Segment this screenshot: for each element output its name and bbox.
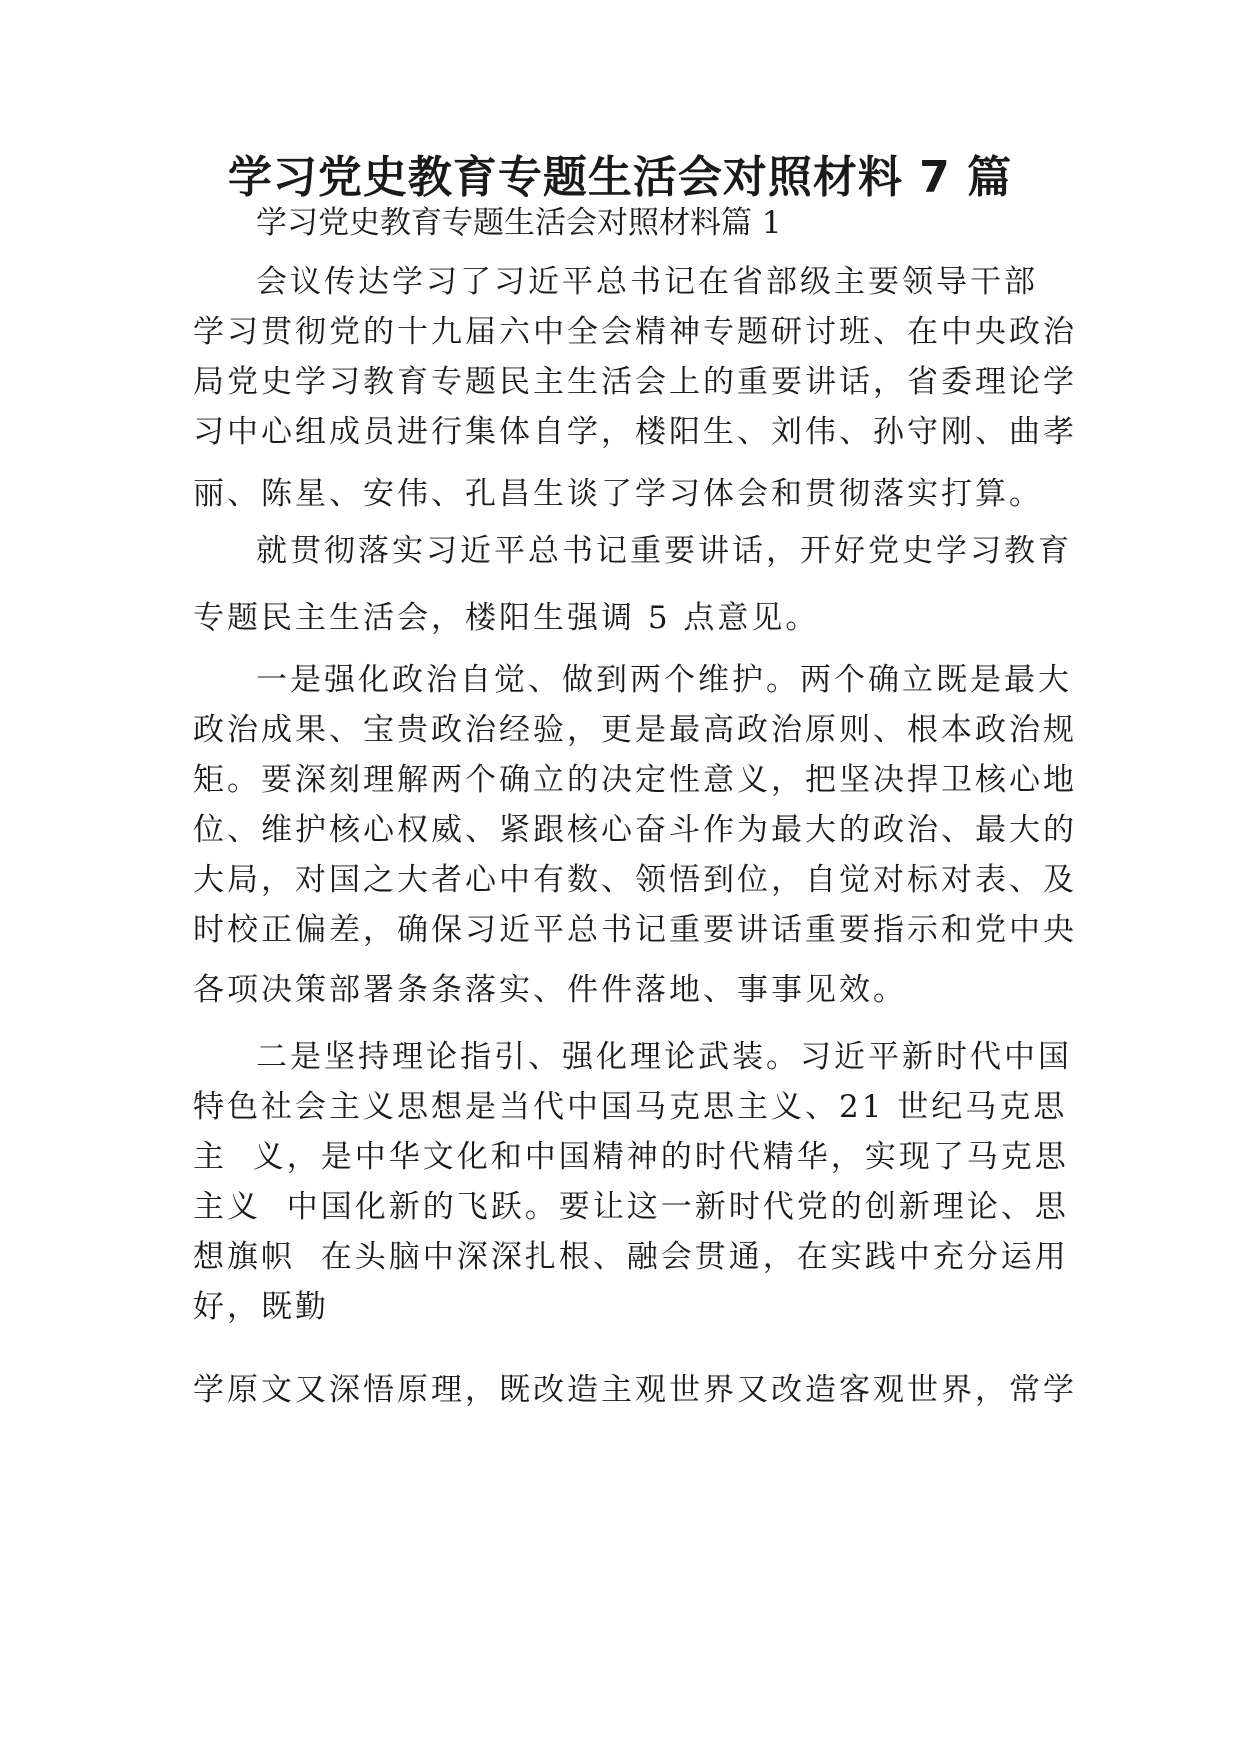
paragraph-line: 政治成果、宝贵政治经验，更是最高政治原则、根本政治规 [193, 712, 1077, 748]
paragraph-line: 主 义，是中华文化和中国精神的时代精华，实现了马克思 [193, 1139, 1069, 1175]
paragraph-line: 二是坚持理论指引、强化理论武装。习近平新时代中国 [256, 1039, 1072, 1075]
paragraph-line: 主义 中国化新的飞跃。要让这一新时代党的创新理论、思 [193, 1189, 1069, 1225]
paragraph-line: 好，既勤 [193, 1289, 329, 1325]
paragraph-line: 各项决策部署条条落实、件件落地、事事见效。 [193, 972, 907, 1008]
paragraph-line: 想旗帜 在头脑中深深扎根、融会贯通，在实践中充分运用 [193, 1239, 1069, 1275]
paragraph-line: 习中心组成员进行集体自学，楼阳生、刘伟、孙守刚、曲孝 [193, 414, 1077, 450]
paragraph-line: 矩。要深刻理解两个确立的决定性意义，把坚决捍卫核心地 [193, 762, 1077, 798]
section-heading: 学习党史教育专题生活会对照材料篇 1 [256, 205, 782, 241]
paragraph-line: 特色社会主义思想是当代中国马克思主义、21 世纪马克思 [193, 1089, 1068, 1125]
paragraph-line: 会议传达学习了习近平总书记在省部级主要领导干部 [256, 264, 1038, 300]
paragraph-line: 丽、陈星、安伟、孔昌生谈了学习体会和贯彻落实打算。 [193, 476, 1043, 512]
paragraph-line: 一是强化政治自觉、做到两个维护。两个确立既是最大 [256, 662, 1072, 698]
paragraph-line: 时校正偏差，确保习近平总书记重要讲话重要指示和党中央 [193, 912, 1077, 948]
paragraph-line: 学原文又深悟原理，既改造主观世界又改造客观世界，常学 [193, 1372, 1077, 1408]
paragraph-line: 局党史学习教育专题民主生活会上的重要讲话，省委理论学 [193, 364, 1077, 400]
paragraph-line: 位、维护核心权威、紧跟核心奋斗作为最大的政治、最大的 [193, 812, 1077, 848]
paragraph-line: 专题民主生活会，楼阳生强调 5 点意见。 [193, 600, 820, 636]
paragraph-line: 学习贯彻党的十九届六中全会精神专题研讨班、在中央政治 [193, 314, 1077, 350]
document-title: 学习党史教育专题生活会对照材料 7 篇 [227, 152, 1013, 203]
paragraph-line: 就贯彻落实习近平总书记重要讲话，开好党史学习教育 [256, 533, 1072, 569]
paragraph-line: 大局，对国之大者心中有数、领悟到位，自觉对标对表、及 [193, 862, 1077, 898]
